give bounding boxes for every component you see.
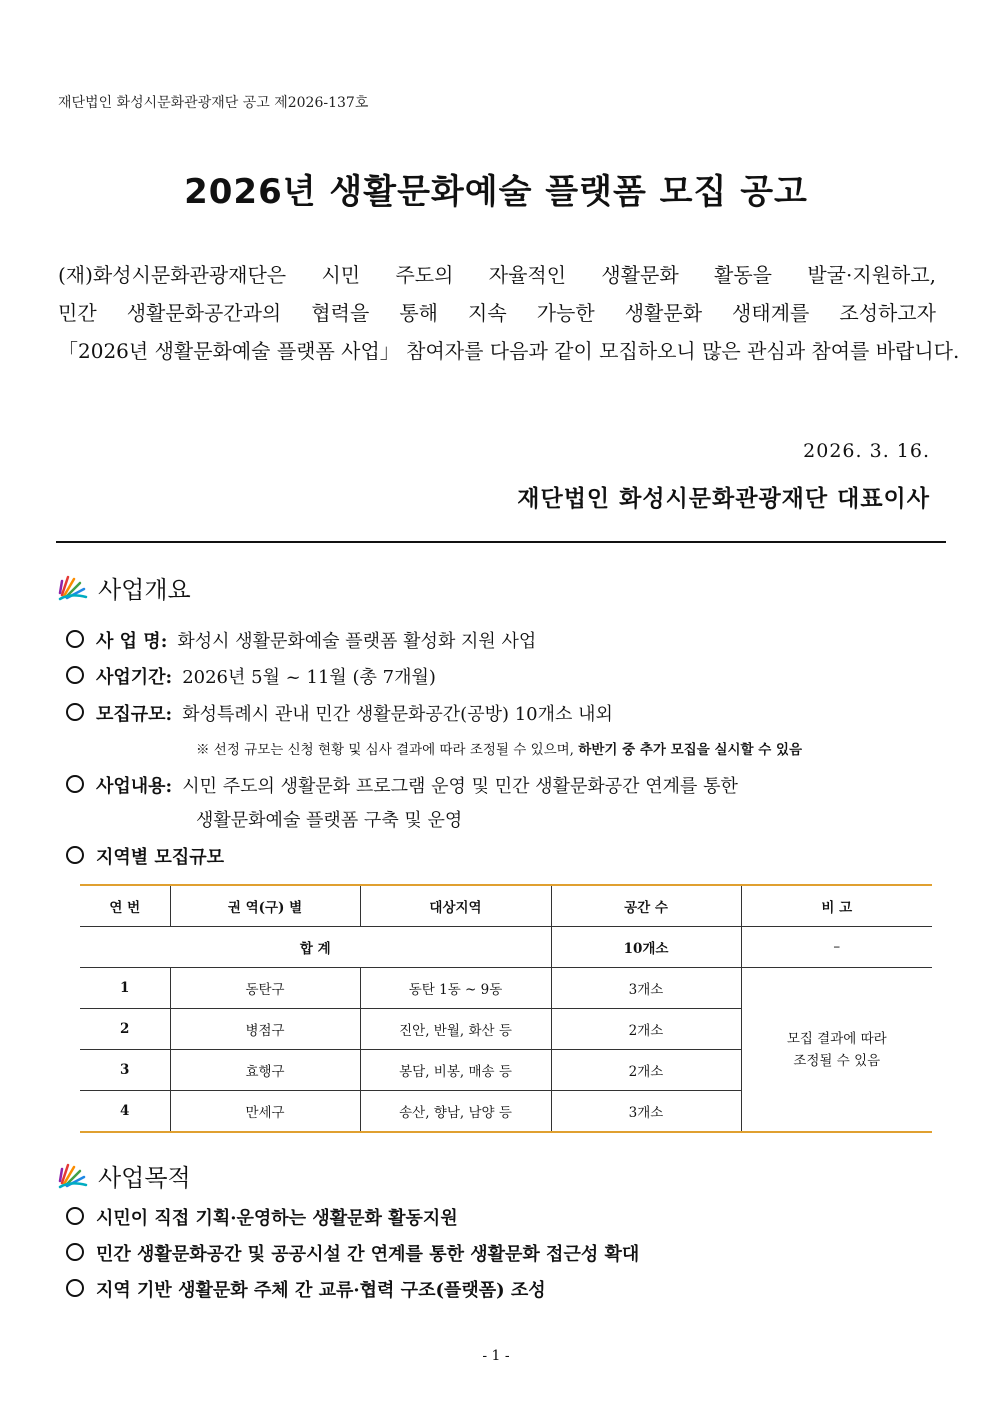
circle-bullet-icon <box>66 1279 84 1297</box>
section-title: 사업개요 <box>98 576 191 604</box>
header-district: 권 역(구) 별 <box>170 885 360 927</box>
circle-bullet-icon <box>66 703 84 721</box>
overview-item-period: 사업기간: 2026년 5월 ~ 11월 (총 7개월) <box>66 663 436 689</box>
section-heading-overview <box>56 570 191 605</box>
intro-paragraph <box>58 256 960 370</box>
header-remark: 비 고 <box>741 885 932 927</box>
table-header-row <box>80 885 932 927</box>
content-continuation: 생활문화예술 플랫폼 구축 및 운영 <box>196 810 463 831</box>
table-total-row <box>80 927 932 968</box>
purpose-item: 민간 생활문화공간 및 공공시설 간 연계를 통한 생활문화 접근성 확대 <box>66 1240 639 1266</box>
issue-date: 2026. 3. 16. <box>803 440 930 462</box>
header-no: 연 번 <box>80 885 170 927</box>
table-row: 3 효행구 봉담, 비봉, 매송 등 2개소 <box>80 1050 932 1091</box>
divider <box>56 541 946 543</box>
page-title: 2026년 생활문화예술 플랫폼 모집 공고 <box>184 172 808 212</box>
overview-item-scale: 모집규모: 화성특례시 관내 민간 생활문화공간(공방) 10개소 내외 <box>66 700 613 726</box>
overview-item-name: 사 업 명: 화성시 생활문화예술 플랫폼 활성화 지원 사업 <box>66 627 536 653</box>
table-row: 2 병점구 진안, 반월, 화산 등 2개소 <box>80 1009 932 1050</box>
overview-item-content: 사업내용: 시민 주도의 생활문화 프로그램 운영 및 민간 생활문화공간 연계를 통한 <box>66 772 738 798</box>
region-scale-heading: 지역별 모집규모 <box>66 843 224 869</box>
total-note: – <box>741 927 932 968</box>
page-number: - 1 - <box>482 1348 510 1364</box>
circle-bullet-icon <box>66 1207 84 1225</box>
selection-note: ※ 선정 규모는 신청 현황 및 심사 결과에 따라 조정될 수 있으며, 하반기 중 추가 모집을 실시할 수 있음 <box>196 742 803 758</box>
colorful-brush-icon <box>56 1161 92 1191</box>
total-count: 10개소 <box>551 927 741 968</box>
section-heading-purpose <box>56 1158 191 1193</box>
remark-cell: 모집 결과에 따라 조정될 수 있음 <box>741 968 932 1133</box>
colorful-brush-icon <box>56 573 92 603</box>
total-label: 합 계 <box>80 927 551 968</box>
announcement-number: 재단법인 화성시문화관광재단 공고 제2026-137호 <box>58 95 369 111</box>
purpose-item: 시민이 직접 기획·운영하는 생활문화 활동지원 <box>66 1204 458 1230</box>
intro-line-1: (재)화성시문화관광재단은 시민 주도의 자율적인 생활문화 활동을 발굴·지원하고, <box>58 263 936 287</box>
intro-line-3: 「2026년 생활문화예술 플랫폼 사업」 참여자를 다음과 같이 모집하오니 많은 관심과 참여를 바랍니다. <box>58 339 960 363</box>
circle-bullet-icon <box>66 666 84 684</box>
circle-bullet-icon <box>66 630 84 648</box>
circle-bullet-icon <box>66 775 84 793</box>
circle-bullet-icon <box>66 846 84 864</box>
region-table <box>80 884 932 1133</box>
header-areas: 대상지역 <box>360 885 551 927</box>
issuer-signature: 재단법인 화성시문화관광재단 대표이사 <box>517 485 930 512</box>
circle-bullet-icon <box>66 1243 84 1261</box>
purpose-item: 지역 기반 생활문화 주체 간 교류·협력 구조(플랫폼) 조성 <box>66 1276 546 1302</box>
intro-line-2: 민간 생활문화공간과의 협력을 통해 지속 가능한 생활문화 생태계를 조성하고자 <box>58 301 936 325</box>
header-count: 공간 수 <box>551 885 741 927</box>
table-row: 1 동탄구 동탄 1동 ~ 9동 3개소 모집 결과에 따라 조정될 수 있음 <box>80 968 932 1009</box>
section-title: 사업목적 <box>98 1164 191 1192</box>
table-row: 4 만세구 송산, 향남, 남양 등 3개소 <box>80 1091 932 1133</box>
